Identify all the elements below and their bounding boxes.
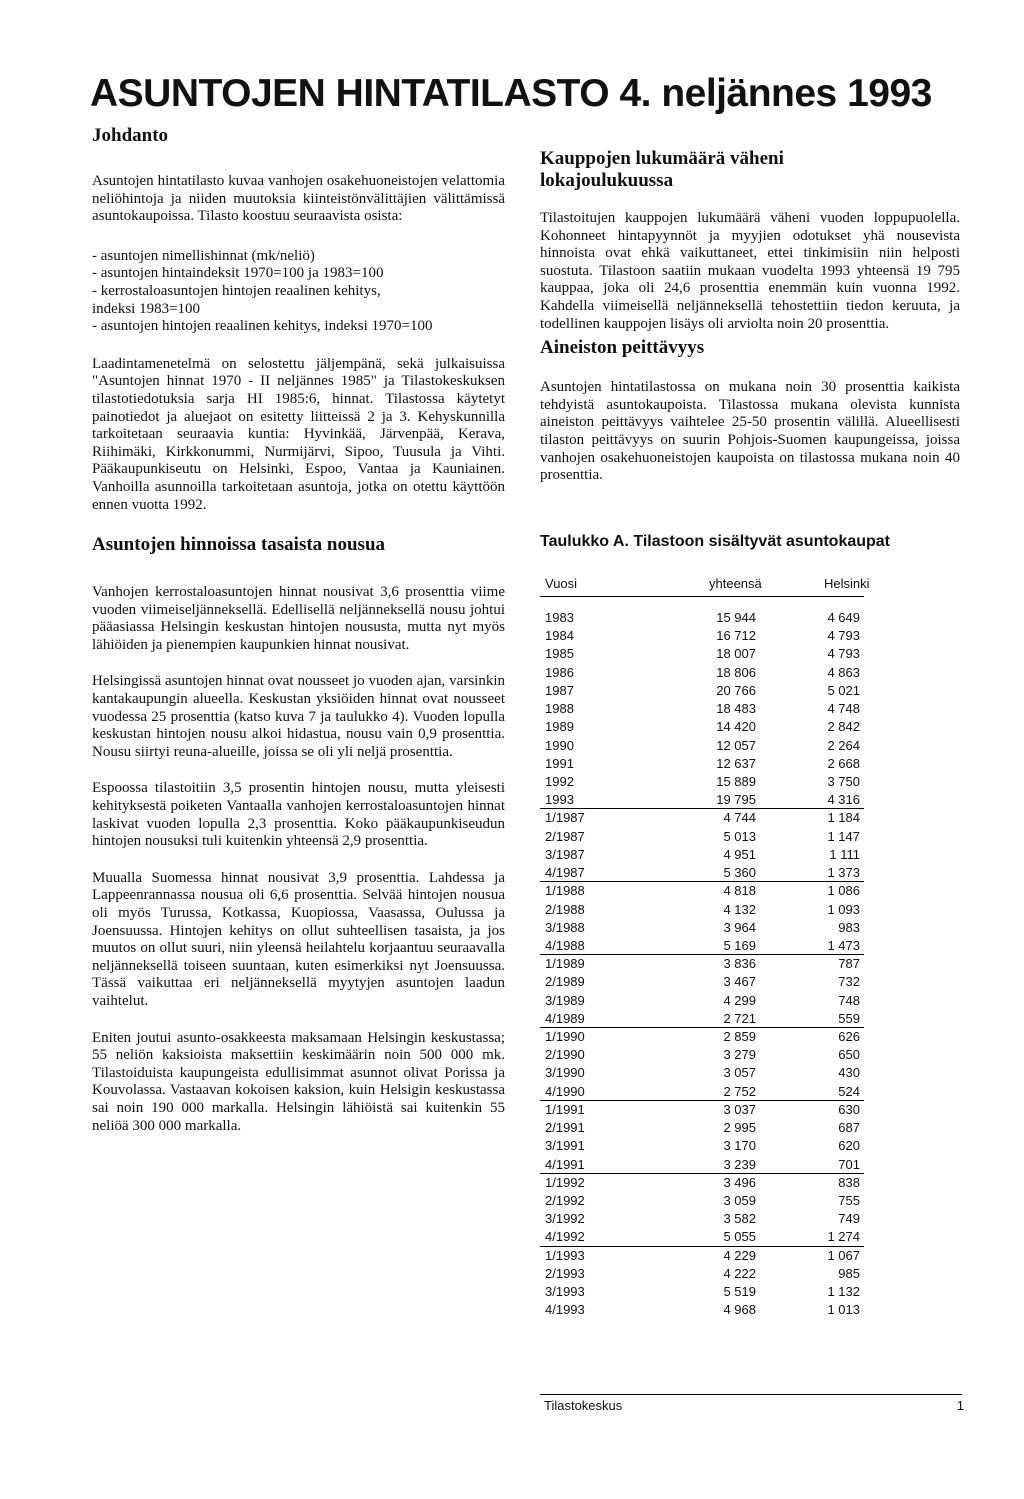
table-row [540,1228,864,1246]
cell-period: 1989 [545,719,574,735]
cell-total: 4 229 [723,1247,756,1263]
footer-rule [540,1394,962,1395]
cell-helsinki: 748 [838,992,860,1008]
body-paragraph: Eniten joutui asunto-osakkeesta maksamaan Helsingin keskustassa; 55 neliön kaksioista maksettiin keskimäärin noin 500 000 mk. Tilastoiduista kaupungeista edullisimmat asunnot olivat Porissa ja Kouvolassa. Vastaavan kokoisen kaksion, kuin Helsigin keskustassa sai noin 190 000 markalla. Helsingin lähiöistä sai kuitenkin 55 neliöä 300 000 markalla. [92,1029,505,1134]
cell-total: 3 496 [723,1174,756,1190]
cell-period: 1990 [545,737,574,753]
intro-paragraph: Asuntojen hintatilasto kuvaa vanhojen osakehuoneistojen velattomia neliöhintoja ja niiden muutoksia kiinteistönvälittäjien välittämissä asuntokaupoissa. Tilasto koostuu seuraavista osista: [92,173,505,225]
cell-total: 4 951 [723,846,756,862]
cell-period: 3/1992 [545,1211,585,1227]
cell-helsinki: 5 021 [827,682,860,698]
cell-helsinki: 1 111 [829,846,860,862]
cell-period: 4/1992 [545,1229,585,1245]
cell-helsinki: 3 750 [827,773,860,789]
cell-period: 1/1993 [545,1247,585,1263]
column-header-helsinki: Helsinki [824,576,870,591]
cell-period: 1/1988 [545,883,585,899]
cell-period: 1987 [545,682,574,698]
cell-period: 2/1992 [545,1193,585,1208]
table-row [540,645,864,663]
cell-total: 4 299 [723,992,756,1008]
cell-total: 3 059 [723,1193,756,1208]
cell-helsinki: 4 793 [827,628,860,644]
cell-helsinki: 620 [838,1138,860,1154]
cell-helsinki: 1 086 [827,883,860,899]
table-row [540,718,864,736]
cell-total: 15 944 [716,610,756,625]
cell-period: 3/1989 [545,992,585,1008]
cell-helsinki: 650 [838,1047,860,1063]
cell-helsinki: 630 [838,1101,860,1117]
cell-period: 4/1989 [545,1010,585,1026]
cell-helsinki: 4 316 [827,792,860,808]
cell-helsinki: 1 473 [827,937,860,953]
cell-period: 3/1987 [545,846,585,862]
cell-helsinki: 4 863 [827,664,860,680]
column-header-total: yhteensä [709,576,762,591]
cell-period: 1988 [545,701,574,717]
cell-total: 2 859 [723,1029,756,1045]
cell-helsinki: 4 793 [827,646,860,662]
cell-total: 5 055 [723,1229,756,1245]
cell-total: 18 806 [716,664,756,680]
cell-period: 3/1991 [545,1138,585,1154]
cell-helsinki: 687 [838,1120,860,1136]
table-row [540,609,864,627]
cell-period: 4/1988 [545,937,585,953]
cell-period: 1/1990 [545,1029,585,1045]
table-row [540,1210,864,1228]
table-row [540,864,864,882]
cell-period: 4/1991 [545,1156,585,1172]
page-title: ASUNTOJEN HINTATILASTO 4. neljännes 1993 [90,72,932,115]
cell-period: 3/1990 [545,1065,585,1081]
coverage-heading: Aineiston peittävyys [540,337,705,359]
cell-helsinki: 1 093 [827,901,860,917]
cell-helsinki: 1 013 [827,1302,860,1318]
cell-period: 4/1987 [545,865,585,881]
column-header-year: Vuosi [545,576,578,591]
cell-period: 2/1988 [545,901,585,917]
table-row [540,1064,864,1082]
cell-total: 4 222 [723,1265,756,1281]
table-row [540,737,864,755]
table-row [540,1119,864,1137]
cell-total: 5 360 [723,865,756,881]
bullet-item: - asuntojen nimellishinnat (mk/neliö) [92,247,315,264]
cell-helsinki: 1 067 [827,1247,860,1263]
table-row [540,882,864,900]
cell-helsinki: 1 132 [827,1284,860,1300]
body-paragraph: Helsingissä asuntojen hinnat ovat nousseet jo vuoden ajan, varsinkin kantakaupungin alueella. Keskustan yksiöiden hinnat ovat nousseet vuodessa 25 prosenttia (katso kuva 7 ja taulukko 4). Vuoden lopulla keskustan hintojen nousu alkoi hidastua, nousu vain 0,9 prosenttia. Nousu siirtyi reuna-alueille, joissa se oli yli neljä prosenttia. [92,673,505,760]
cell-total: 2 995 [723,1120,756,1136]
bullet-item: - kerrostaloasuntojen hintojen reaalinen kehitys, [92,282,381,299]
cell-total: 20 766 [716,682,756,698]
cell-total: 5 519 [723,1284,756,1300]
cell-total: 3 964 [723,919,756,935]
bullet-item: - asuntojen hintaindeksit 1970=100 ja 1983=100 [92,265,384,282]
body-paragraph: Muualla Suomessa hinnat nousivat 3,9 prosenttia. Lahdessa ja Lappeenrannassa nousua oli 6,6 prosenttia. Selvää hintojen nousua oli myös Turussa, Kotkassa, Kuopiossa, Vaasassa, Oulussa ja Joensuussa. Hintojen kehitys on ollut suhteellisen tasaista, ja jos muutos on ollut suuri, niin yleensä heilahtelu korjaantuu seuraavalla neljänneksellä toiseen suuntaan, kuten esimerkiksi nyt Joensuussa. Tässä vaikuttaa eri neljänneksellä myytyjen asuntojen laadun vaihtelut. [92,869,505,1009]
cell-period: 1/1989 [545,956,585,972]
table-row [540,682,864,700]
cell-helsinki: 626 [838,1029,860,1045]
cell-helsinki: 430 [838,1065,860,1081]
table-row [540,664,864,682]
cell-total: 12 057 [716,737,756,753]
cell-helsinki: 4 649 [827,610,860,625]
table-row [540,791,864,809]
table-row [540,1046,864,1064]
table-row [540,955,864,973]
method-paragraph: Laadintamenetelmä on selostettu jäljempänä, sekä julkaisuissa "Asuntojen hinnat 1970 - II neljännes 1985" ja Tilastokeskuksen tilastotiedotuksia sarja HI 1985:6, hinnat. Tilastossa käytetyt painotiedot ja aluejaot on esitetty liitteissä 2 ja 3. Kehyskunnilla tarkoitetaan seuraavia kuntia: Hyvinkää, Järvenpää, Kerava, Riihimäki, Kirkkonummi, Nurmijärvi, Sipoo, Tuusula ja Vihti. Pääkaupunkiseutu on Helsinki, Espoo, Vantaa ja Kauniainen. Vanhoilla asunnoilla tarkoitetaan asuntoja, jotka on otettu käyttöön ennen vuotta 1992. [92,355,505,513]
intro-heading: Johdanto [92,125,169,146]
bullet-item: - asuntojen hintojen reaalinen kehitys, indeksi 1970=100 [92,318,433,335]
body-paragraph: Vanhojen kerrostaloasuntojen hinnat nousivat 3,6 prosenttia viime vuoden viimeiseljänneksellä. Edellisellä neljänneksellä nousu johtui pääasiassa Helsingin keskustan hintojen noususta, mutta nyt myös lähiöiden ja pienempien kaupunkien hinnat nousivat. [92,584,505,653]
cell-period: 2/1993 [545,1265,585,1281]
cell-helsinki: 1 147 [827,828,860,844]
cell-helsinki: 1 373 [827,865,860,881]
cell-period: 1993 [545,792,574,808]
table-row [540,846,864,864]
bullet-item-continuation: indeksi 1983=100 [92,300,201,317]
cell-helsinki: 559 [838,1010,860,1026]
cell-total: 4 132 [723,901,756,917]
cell-period: 2/1989 [545,974,585,990]
body-paragraph: Espoossa tilastoitiin 3,5 prosentin hintojen nousu, mutta yleisesti kehityksestä poiketen Vantaalla vanhojen kerrostaloasuntojen hinnat laskivat vuoden lopulla 2,3 prosenttia. Koko pääkaupunkiseudun hintojen nousuksi tuli kuitenkin yhteensä 2,9 prosenttia. [92,780,505,850]
table-title: Taulukko A. Tilastoon sisältyvät asuntokaupat [540,533,891,550]
cell-total: 4 818 [723,883,756,899]
sales-table-body [540,609,864,1320]
table-row [540,1156,864,1174]
sales-paragraph: Tilastoitujen kauppojen lukumäärä väheni vuoden loppupuolella. Kohonneet hintapyynnöt ja myyjien odotukset yhä nousevista hinnoista ovat ehkä vaikuttaneet, ettei tinkimisiin niin helposti suostuta. Tilastoon saatiin mukaan vuodelta 1993 yhteensä 19 795 kauppaa, joka oli 24,6 prosenttia enemmän kuin vuonna 1992. Kahdella viimeisellä neljänneksellä tehostettiin tiedon keruuta, ja todellinen kauppojen lisäys oli arviolta noin 20 prosenttia. [540,210,960,332]
table-row [540,700,864,718]
cell-helsinki: 838 [838,1174,860,1190]
sales-heading: Kauppojen lukumäärä väheni lokajoulukuussa [540,148,784,191]
table-row [540,1301,864,1319]
cell-total: 2 752 [723,1083,756,1099]
table-row [540,809,864,827]
table-row [540,1192,864,1210]
cell-period: 3/1993 [545,1284,585,1300]
table-row [540,1265,864,1283]
cell-helsinki: 985 [838,1265,860,1281]
cell-helsinki: 983 [838,919,860,935]
cell-period: 1/1992 [545,1174,585,1190]
table-row [540,1137,864,1155]
cell-period: 1991 [545,755,574,771]
cell-period: 2/1991 [545,1120,585,1136]
table-row [540,1028,864,1046]
cell-helsinki: 701 [838,1156,860,1172]
table-row [540,901,864,919]
table-row [540,937,864,955]
cell-period: 1984 [545,628,574,644]
cell-period: 1/1991 [545,1101,585,1117]
cell-total: 18 007 [716,646,756,662]
cell-helsinki: 755 [838,1193,860,1208]
cell-helsinki: 4 748 [827,701,860,717]
table-row [540,773,864,791]
cell-helsinki: 524 [838,1083,860,1099]
cell-total: 3 836 [723,956,756,972]
cell-total: 2 721 [723,1010,756,1026]
cell-period: 4/1990 [545,1083,585,1099]
cell-total: 3 239 [723,1156,756,1172]
cell-helsinki: 1 274 [827,1229,860,1245]
table-row [540,973,864,991]
table-row [540,919,864,937]
cell-total: 4 744 [723,810,756,826]
table-row [540,755,864,773]
cell-total: 3 582 [723,1211,756,1227]
cell-total: 3 279 [723,1047,756,1063]
cell-total: 3 170 [723,1138,756,1154]
cell-helsinki: 2 668 [827,755,860,771]
cell-total: 16 712 [716,628,756,644]
cell-total: 4 968 [723,1302,756,1318]
cell-period: 1983 [545,610,574,625]
cell-total: 3 467 [723,974,756,990]
cell-helsinki: 732 [838,974,860,990]
table-header [540,576,870,597]
cell-total: 18 483 [716,701,756,717]
table-row [540,627,864,645]
cell-total: 14 420 [716,719,756,735]
cell-total: 3 057 [723,1065,756,1081]
cell-period: 1986 [545,664,574,680]
cell-total: 15 889 [716,773,756,789]
cell-period: 4/1993 [545,1302,585,1318]
cell-helsinki: 2 264 [827,737,860,753]
cell-helsinki: 749 [838,1211,860,1227]
cell-total: 5 013 [723,828,756,844]
cell-period: 1985 [545,646,574,662]
cell-period: 2/1990 [545,1047,585,1063]
table-row [540,992,864,1010]
cell-total: 19 795 [716,792,756,808]
cell-period: 2/1987 [545,828,585,844]
table-row [540,1101,864,1119]
cell-helsinki: 1 184 [827,810,860,826]
table-row [540,1010,864,1028]
coverage-paragraph: Asuntojen hintatilastossa on mukana noin 30 prosenttia kaikista tehdyistä asuntokaupoista. Tilastossa mukana olevista kunnista aineiston peittävyys vaihtelee 25-50 prosentin välillä. Alueellisesti tilaston peittävyys on suurin Pohjois-Suomen kaupungeissa, joissa vanhojen osakehuoneistojen kaupoista on tilastossa mukana noin 40 prosenttia. [540,379,960,484]
table-row [540,1083,864,1101]
cell-period: 1/1987 [545,810,585,826]
cell-total: 5 169 [723,937,756,953]
cell-period: 3/1988 [545,919,585,935]
cell-helsinki: 2 842 [827,719,860,735]
cell-period: 1992 [545,773,574,789]
left-column [92,125,505,1135]
table-row [540,828,864,846]
table-row [540,1174,864,1192]
cell-total: 12 637 [716,755,756,771]
table-row [540,1247,864,1265]
cell-helsinki: 787 [838,956,860,972]
footer-publisher: Tilastokeskus [544,1398,623,1413]
page-number: 1 [956,1398,964,1413]
prices-heading: Asuntojen hinnoissa tasaista nousua [92,534,386,556]
cell-total: 3 037 [723,1101,756,1117]
right-column [540,148,960,485]
table-row [540,1283,864,1301]
